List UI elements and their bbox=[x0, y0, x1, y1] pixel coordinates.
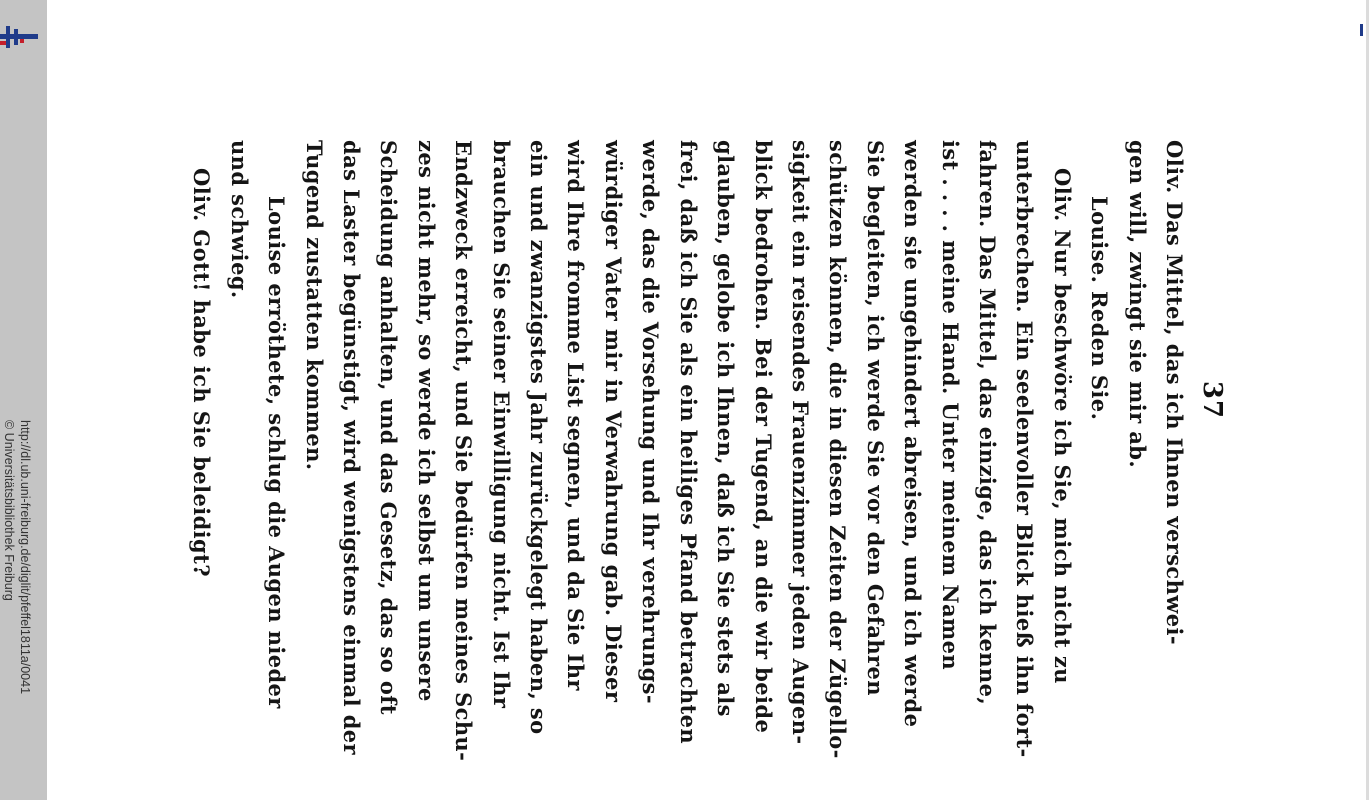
text-line: ist . . . . meine Hand. Unter meinem Namen bbox=[937, 140, 963, 671]
text-line: schützen können, die in diesen Zeiten der Zügello- bbox=[825, 140, 851, 759]
text-line: sigkeit ein reisendes Frauenzimmer jeden Augen- bbox=[787, 140, 813, 745]
text-line: blick bedrohen. Bei der Tugend, an die wir beide bbox=[750, 140, 776, 734]
library-logo-icon bbox=[0, 26, 40, 48]
text-line: werde, das die Vorsehung und Ihr verehrungs- bbox=[638, 140, 664, 705]
page-number: 37 bbox=[1197, 380, 1227, 420]
text-line: fahren. Das Mittel, das einzige, das ich kenne, bbox=[974, 140, 1000, 706]
text-line: und schwieg. bbox=[226, 140, 252, 299]
copyright-notice: © Universitätsbibliothek Freiburg bbox=[2, 420, 16, 601]
text-line: ein und zwanzigstes Jahr zurückgelegt haben, so bbox=[526, 140, 552, 735]
text-line: das Laster begünstigt, wird wenigstens einmal der bbox=[339, 140, 365, 756]
text-line: wird Ihre fromme List segnen, und da Sie Ihr bbox=[563, 140, 589, 691]
text-line: Endzweck erreicht, und Sie bedürfen meines Schu- bbox=[451, 140, 477, 762]
scanned-page bbox=[47, 0, 1369, 800]
rotated-page-content bbox=[187, 140, 1227, 762]
text-line: Louise erröthete, schlug die Augen nieder bbox=[264, 196, 290, 709]
text-line: würdiger Vater mir in Verwahrung gab. Dieser bbox=[600, 140, 626, 703]
text-line: Scheidung anhalten, und das Gesetz, das so oft bbox=[376, 140, 402, 715]
text-line: brauchen Sie seiner Einwilligung nicht. Ist Ihr bbox=[488, 140, 514, 709]
text-line: Sie begleiten, ich werde Sie vor den Gefahren bbox=[862, 140, 888, 696]
text-line: Oliv. Nur beschwöre ich Sie, mich nicht zu bbox=[1049, 168, 1075, 684]
text-line: werden sie ungehindert abreisen, und ich werde bbox=[900, 140, 926, 728]
sidebar-caption bbox=[1, 420, 33, 694]
text-line: glauben, gelobe ich Ihnen, daß ich Sie stets als bbox=[713, 140, 739, 717]
text-line: zes nicht mehr, so werde ich selbst um unsere bbox=[413, 140, 439, 702]
text-line: unterbrechen. Ein seelenvoller Blick hieß ihn fort- bbox=[1012, 140, 1038, 758]
page-text-block bbox=[187, 140, 1227, 762]
text-line: Oliv. Das Mittel, das ich Ihnen verschwei- bbox=[1162, 140, 1187, 645]
viewer-sidebar bbox=[0, 0, 47, 800]
source-url[interactable]: http://dl.ub.uni-freiburg.de/diglit/pfeffel1811a/0041 bbox=[18, 420, 32, 695]
text-line: frei, daß ich Sie als ein heiliges Pfand betrachten bbox=[675, 140, 701, 745]
text-line: gen will, zwingt sie mir ab. bbox=[1124, 140, 1150, 469]
text-line: Louise. Reden Sie. bbox=[1087, 196, 1113, 421]
page-edge-mark-icon bbox=[1358, 22, 1366, 38]
text-line: Tugend zustatten kommen. bbox=[301, 140, 327, 471]
text-line: Oliv. Gott! habe ich Sie beleidigt? bbox=[189, 168, 215, 577]
